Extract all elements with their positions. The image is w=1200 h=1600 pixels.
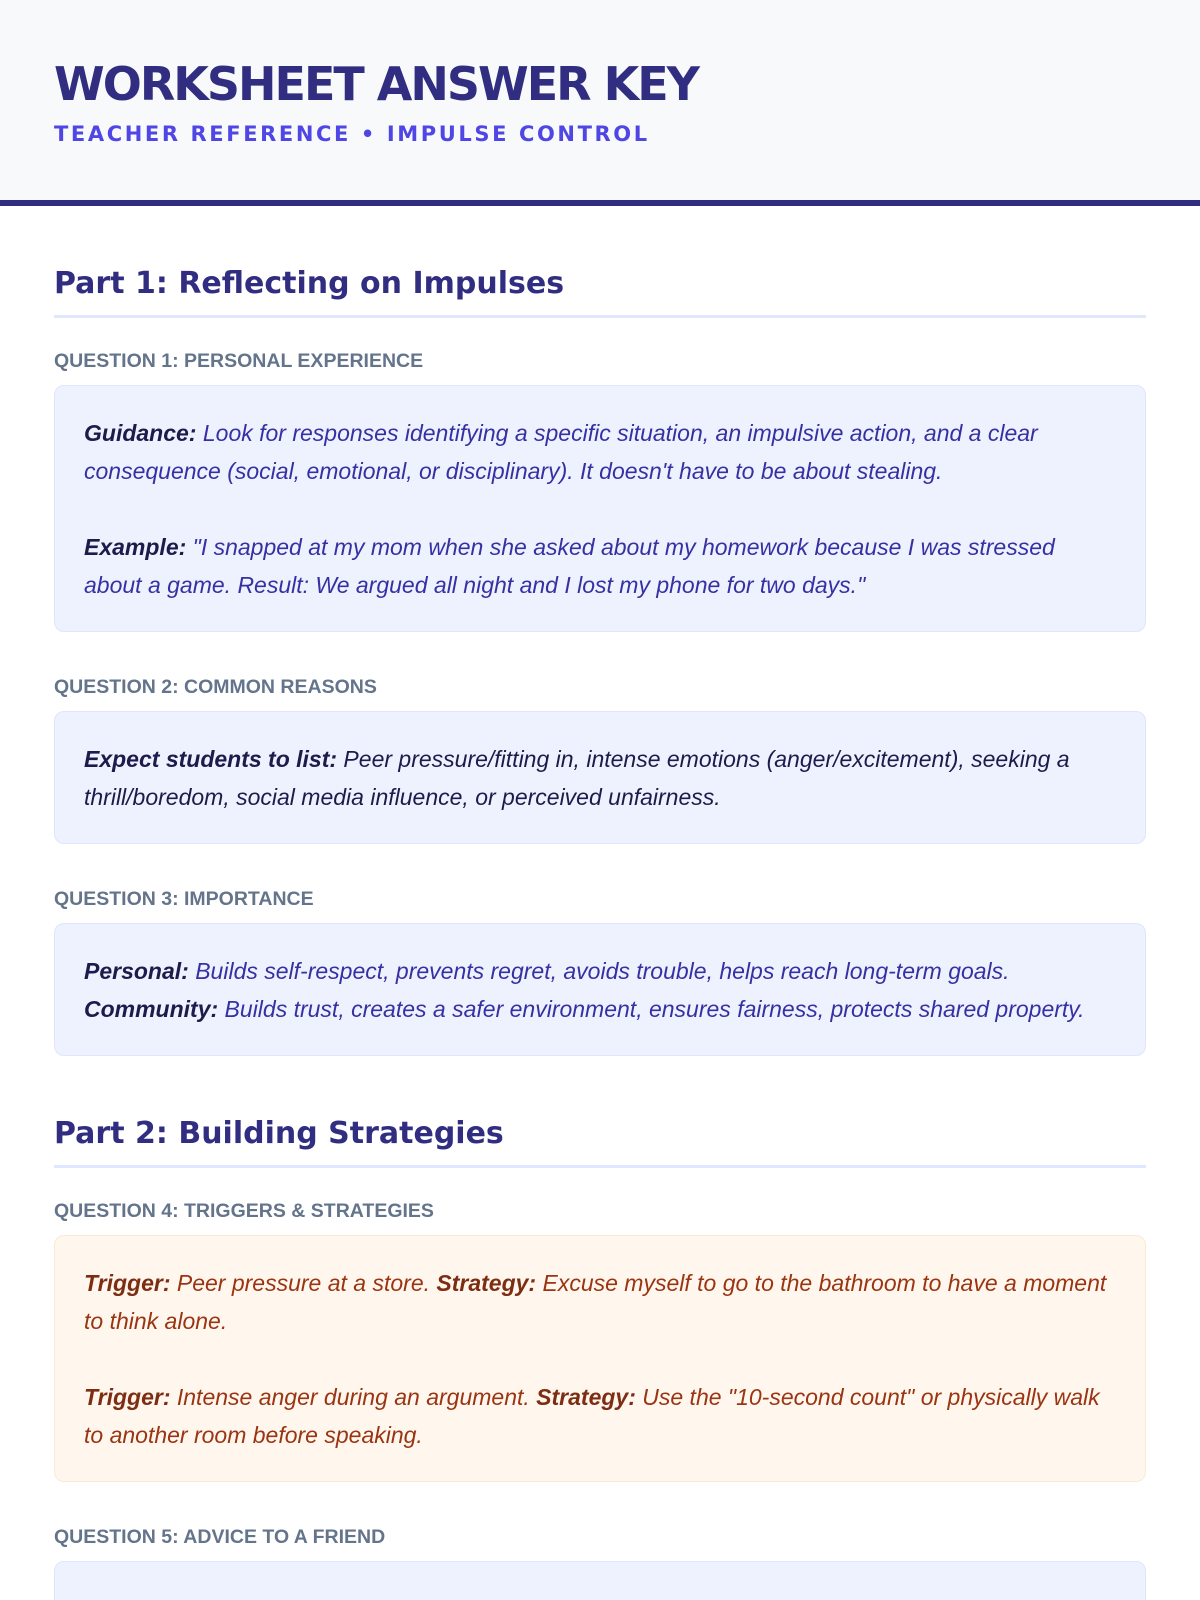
q1-guidance-text: Look for responses identifying a specific situation, an impulsive action, and a clear consequence (social, emotional, or disciplinary). It doesn't have to be about stealing. (84, 420, 1038, 484)
q2-answer (84, 740, 1117, 816)
q3-answer (84, 952, 1117, 1028)
q3-community-text: Builds trust, creates a safer environment, ensures fairness, protects shared property. (218, 996, 1085, 1022)
question3-label: QUESTION 3: IMPORTANCE (54, 888, 314, 910)
q4-strategy-text: Use the "10-second count" or physically walk to another room before speaking. (84, 1384, 1100, 1448)
question4-label: QUESTION 4: TRIGGERS & STRATEGIES (54, 1200, 434, 1222)
q1-example (84, 528, 1117, 604)
page-subtitle: TEACHER REFERENCE • IMPULSE CONTROL (54, 122, 650, 146)
q1-guidance-label: Guidance: (84, 420, 197, 446)
question2-answer-box (54, 711, 1146, 844)
page-title: WORKSHEET ANSWER KEY (54, 57, 698, 111)
question1-answer-box (54, 385, 1146, 632)
q3-community-label: Community: (84, 996, 219, 1022)
part1-title: Part 1: Reflecting on Impulses (54, 266, 1146, 318)
main-content (0, 266, 1200, 1600)
question2-label: QUESTION 2: COMMON REASONS (54, 676, 377, 698)
q4-strategy-label: Strategy: (536, 1384, 636, 1410)
question5-answer-box (54, 1561, 1146, 1600)
question1-label: QUESTION 1: PERSONAL EXPERIENCE (54, 350, 424, 372)
question3-answer-box (54, 923, 1146, 1056)
q4-trigger-label: Trigger: (84, 1384, 171, 1410)
question4-answer-box (54, 1235, 1146, 1482)
part2-title: Part 2: Building Strategies (54, 1116, 1146, 1168)
q1-guidance (84, 414, 1117, 490)
q2-lead: Expect students to list: (84, 746, 338, 772)
q4-item (84, 1264, 1117, 1340)
q1-example-label: Example: (84, 534, 187, 560)
q3-personal-text: Builds self-respect, prevents regret, avoids trouble, helps reach long-term goals. (188, 958, 1010, 984)
page-header (0, 0, 1200, 206)
q4-strategy-label: Strategy: (436, 1270, 537, 1296)
q4-trigger-label: Trigger: (84, 1270, 171, 1296)
q2-text: Peer pressure/fitting in, intense emotions (anger/excitement), seeking a thrill/boredom, social media influence, or perceived unfairness. (84, 746, 1070, 810)
q4-item (84, 1378, 1117, 1454)
q3-personal-label: Personal: (84, 958, 189, 984)
q1-example-text: "I snapped at my mom when she asked about my homework because I was stressed about a game. Result: We argued all night and I lost my phone for two days." (84, 534, 1055, 598)
q4-strategy-text: Excuse myself to go to the bathroom to have a moment to think alone. (84, 1270, 1107, 1334)
q4-trigger-text: Peer pressure at a store. (170, 1270, 437, 1296)
q4-trigger-text: Intense anger during an argument. (170, 1384, 537, 1410)
question5-label: QUESTION 5: ADVICE TO A FRIEND (54, 1526, 386, 1548)
